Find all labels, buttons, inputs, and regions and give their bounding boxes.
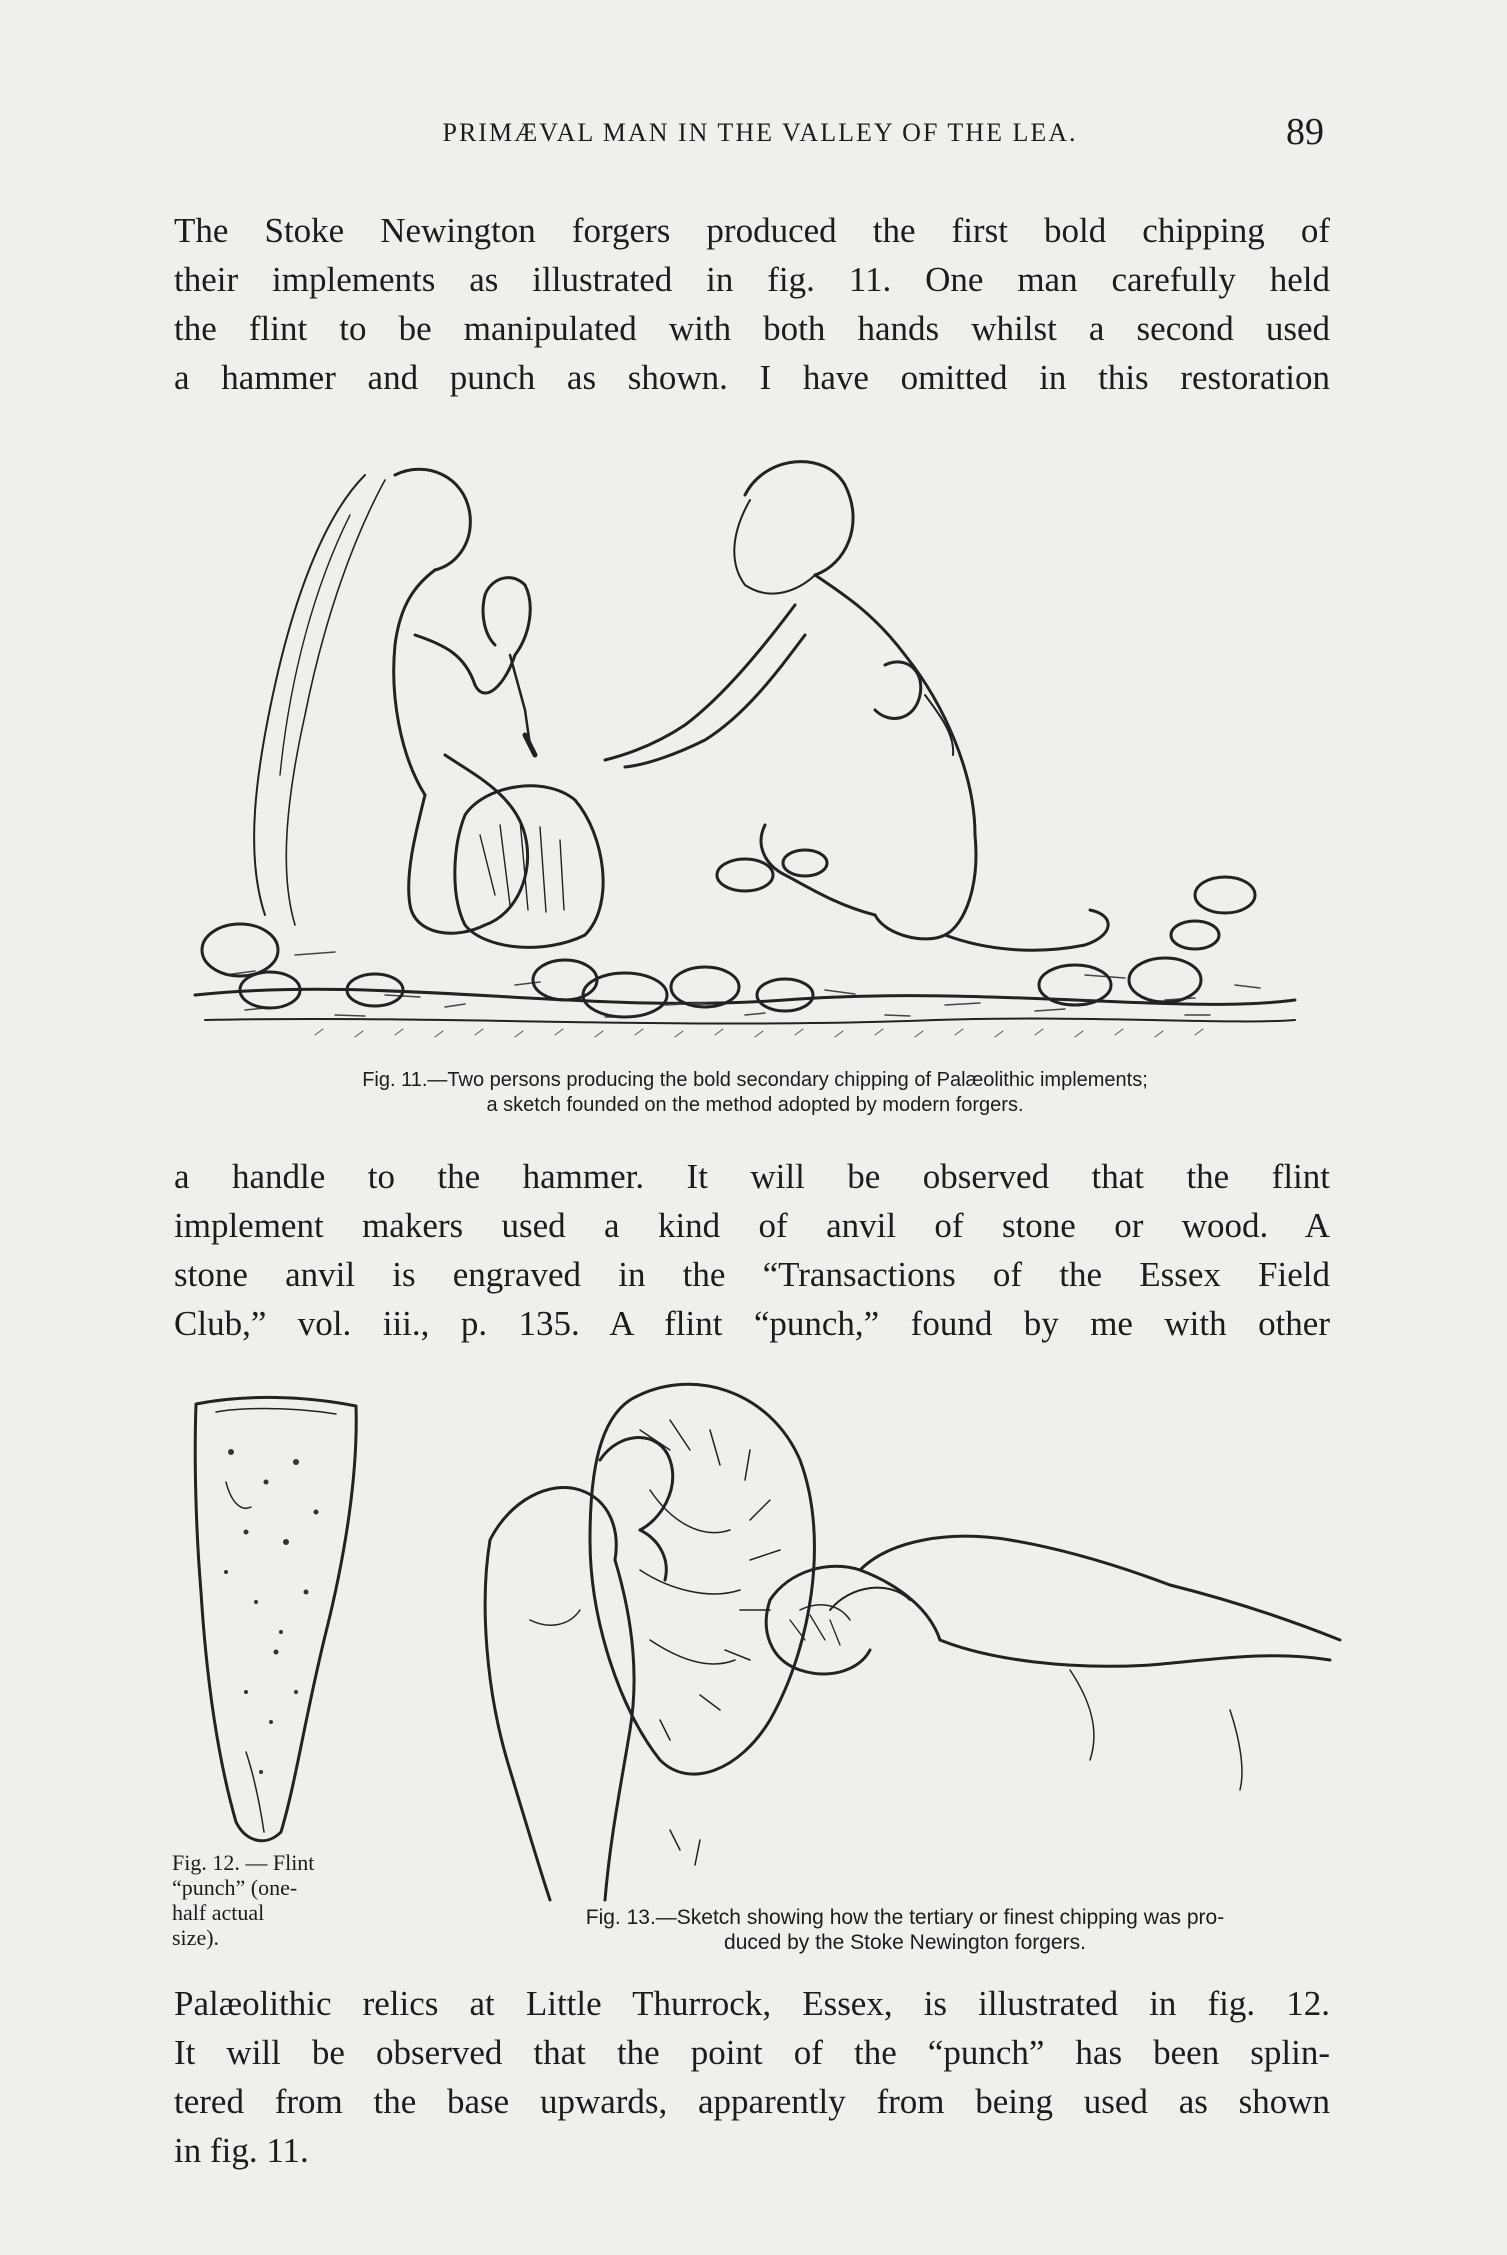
figure-13-hands-illustration — [470, 1370, 1350, 1910]
caption-line: “punch” (one- — [172, 1875, 298, 1900]
figure-13-caption — [480, 1905, 1330, 1955]
text-line: in fig. 11. — [174, 2131, 309, 2170]
running-head: PRIMÆVAL MAN IN THE VALLEY OF THE LEA. — [442, 118, 1078, 147]
text-line: a hammer and punch as shown. I have omitted in this restoration — [174, 358, 1330, 397]
figure-12-flint-punch — [186, 1392, 366, 1852]
text-line: their implements as illustrated in fig. 11. One man carefully held — [174, 260, 1330, 299]
text-line: It will be observed that the point of the “punch” has been splin- — [174, 2033, 1330, 2072]
text-line: the flint to be manipulated with both hands whilst a second used — [174, 309, 1330, 348]
caption-line: size). — [172, 1925, 220, 1950]
paragraph-3 — [174, 1979, 1330, 2175]
caption-line: Fig. 12. — Flint — [172, 1850, 315, 1875]
figure-11-caption — [200, 1068, 1310, 1118]
caption-line: duced by the Stoke Newington forgers. — [724, 1931, 1086, 1954]
page-number: 89 — [1286, 111, 1324, 153]
text-line: Palæolithic relics at Little Thurrock, Essex, is illustrated in fig. 12. — [174, 1984, 1330, 2023]
text-line: The Stoke Newington forgers produced the first bold chipping of — [174, 211, 1330, 250]
caption-line: a sketch founded on the method adopted by modern forgers. — [486, 1094, 1024, 1116]
figure-11-illustration — [185, 455, 1305, 1045]
caption-line: Fig. 13.—Sketch showing how the tertiary or finest chipping was pro- — [585, 1906, 1225, 1929]
figure-12-caption — [172, 1850, 372, 1950]
paragraph-1 — [174, 206, 1330, 402]
paragraph-2 — [174, 1152, 1330, 1348]
caption-line: half actual — [172, 1900, 265, 1925]
text-line: implement makers used a kind of anvil of stone or wood. A — [174, 1206, 1330, 1245]
text-line: Club,” vol. iii., p. 135. A flint “punch,” found by me with other — [174, 1304, 1330, 1343]
text-line: a handle to the hammer. It will be observed that the flint — [174, 1157, 1330, 1196]
text-line: tered from the base upwards, apparently from being used as shown — [174, 2082, 1330, 2121]
caption-line: Fig. 11.—Two persons producing the bold secondary chipping of Palæolithic implements; — [362, 1069, 1148, 1091]
text-line: stone anvil is engraved in the “Transactions of the Essex Field — [174, 1255, 1330, 1294]
